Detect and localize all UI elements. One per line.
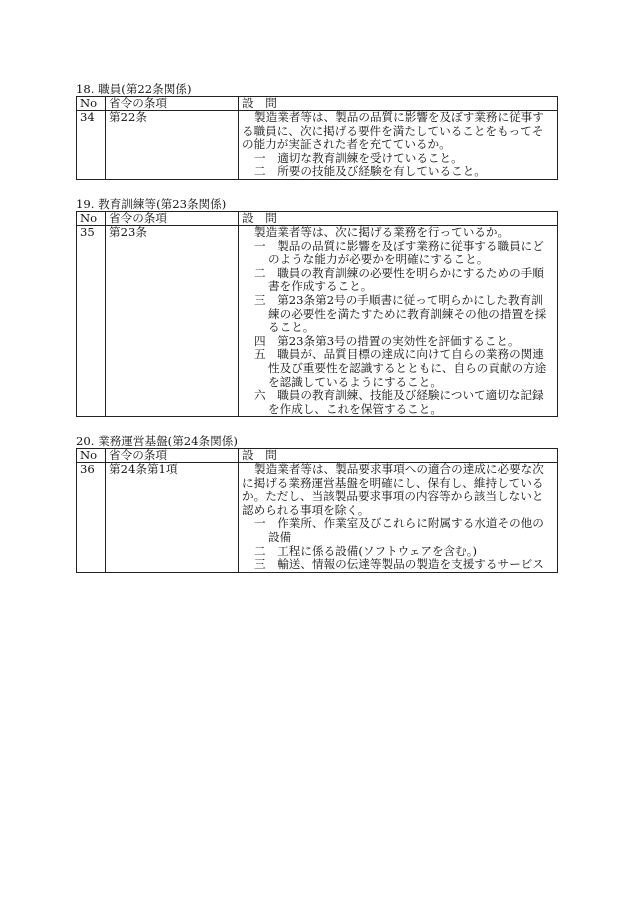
question-line: 三 輸送、情報の伝達等製品の製造を支援するサービス: [254, 557, 544, 572]
row-no: 34: [77, 111, 106, 180]
question-line: 二 職員の教育訓練の必要性を明らかにするための手順: [254, 265, 544, 280]
question-line: 性及び重要性を認識するとともに、自らの貢献の方途: [268, 360, 547, 375]
checklist-table: [76, 211, 558, 417]
question-line: 二 工程に係る設備(ソフトウェアを含む。): [254, 543, 478, 558]
question-line: 製造業者等は、次に掲げる業務を行っているか。: [254, 225, 510, 239]
section-title: 19. 教育訓練等(第23条関係): [76, 197, 227, 211]
question-line: に掲げる業務運営基盤を明確にし、保有し、維持している: [242, 475, 544, 490]
question-line: 一 製品の品質に影響を及ぼす業務に従事する職員にど: [254, 238, 544, 253]
header-article: 省令の条項: [106, 97, 239, 111]
checklist-table: [76, 96, 558, 180]
row-no: 35: [77, 226, 106, 417]
table-row: [77, 463, 558, 573]
header-article: 省令の条項: [106, 212, 239, 226]
header-question: 設 問: [239, 212, 558, 226]
header-article: 省令の条項: [106, 449, 239, 463]
section-title: 20. 業務運営基盤(第24条関係): [76, 434, 238, 448]
question-line: 三 第23条第2号の手順書に従って明らかにした教育訓: [254, 292, 543, 307]
row-article: 第24条第1項: [106, 463, 239, 573]
question-line: 一 適切な教育訓練を受けていること。: [254, 150, 463, 165]
header-question: 設 問: [239, 97, 558, 111]
table-row: [77, 226, 558, 417]
row-article: 第22条: [106, 111, 239, 180]
header-no: No: [77, 449, 106, 463]
header-question: 設 問: [239, 449, 558, 463]
question-line: 製造業者等は、製品の品質に影響を及ぼす業務に従事す: [254, 110, 544, 124]
question-line: 一 作業所、作業室及びこれらに附属する水道その他の: [254, 516, 544, 531]
section-title: 18. 職員(第22条関係): [76, 82, 192, 96]
table-row: [77, 111, 558, 180]
row-no: 36: [77, 463, 106, 573]
question-line: 六 職員の教育訓練、技能及び経験について適切な記録: [254, 388, 544, 403]
question-line: る職員に、次に掲げる要件を満たしていることをもってそ: [242, 123, 544, 138]
checklist-section: [76, 82, 557, 180]
checklist-section: [76, 197, 557, 417]
question-line: か。ただし、当該製品要求事項の内容等から該当しないと: [242, 489, 544, 504]
table-header-row: [77, 449, 558, 463]
question-line: ること。: [268, 320, 315, 335]
header-no: No: [77, 212, 106, 226]
question-line: 認められる事項を除く。: [242, 502, 370, 517]
question-line: 練の必要性を満たすために教育訓練その他の措置を採: [268, 306, 547, 321]
table-header-row: [77, 97, 558, 111]
question-line: 製造業者等は、製品要求事項への適合の達成に必要な次: [254, 462, 544, 476]
checklist-section: [76, 434, 557, 573]
question-line: を作成し、これを保管すること。: [268, 401, 442, 416]
question-line: 二 所要の技能及び経験を有していること。: [254, 164, 486, 179]
question-line: のような能力が必要かを明確にすること。: [268, 252, 489, 267]
question-line: 設備: [268, 529, 292, 544]
question-line: 四 第23条第3号の措置の実効性を評価すること。: [254, 333, 520, 348]
question-line: 五 職員が、品質目標の達成に向けて自らの業務の関連: [254, 347, 544, 362]
question-line: 書を作成すること。: [268, 279, 373, 294]
row-question: [239, 226, 558, 417]
row-question: [239, 111, 558, 180]
row-article: 第23条: [106, 226, 239, 417]
header-no: No: [77, 97, 106, 111]
checklist-table: [76, 448, 558, 573]
question-line: の能力が実証された者を充てているか。: [242, 137, 451, 152]
question-line: を認識しているようにすること。: [268, 374, 442, 389]
table-header-row: [77, 212, 558, 226]
row-question: [239, 463, 558, 573]
